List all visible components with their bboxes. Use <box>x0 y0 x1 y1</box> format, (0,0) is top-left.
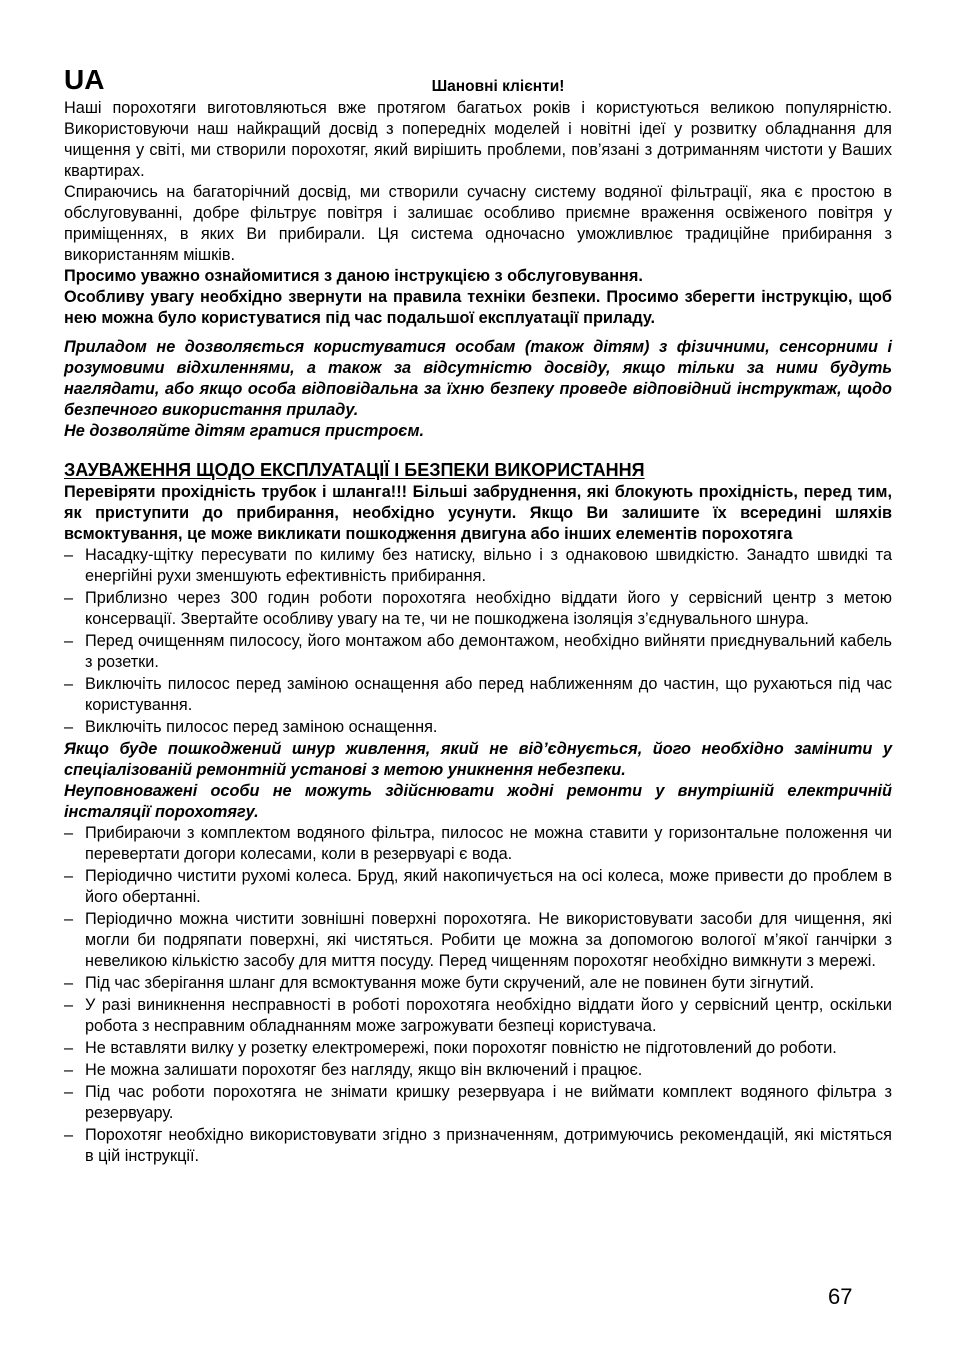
greeting-heading: Шановні клієнти! <box>431 78 565 95</box>
list-item <box>64 1060 892 1081</box>
list-item-text: Не можна залишати порохотяг без нагляду, якщо він включений і працює. <box>85 1061 643 1079</box>
list-item-text: Виключіть пилосос перед заміною оснащення або перед наближенням до частин, що рухаються під час користування. <box>85 675 892 714</box>
safety-list-2 <box>64 823 892 1167</box>
list-item <box>64 545 892 587</box>
list-item <box>64 995 892 1037</box>
read-instructions-note: Просимо уважно ознайомитися з даною інструкцією з обслуговування. <box>64 267 643 285</box>
damaged-cord-warning: Якщо буде пошкоджений шнур живлення, який не від’єднується, його необхідно замінити у спеціалізованій ремонтній установі з метою уникнення небезпеки. <box>64 740 892 779</box>
list-item-text: Періодично можна чистити зовнішні поверхні порохотяга. Не використовувати засоби для чищення, які могли би подряпати поверхні, які чистяться. Робити це можна за допомогою вологої м’якої ганчірки з невеликою кількістю засобу для миття посуду. Перед чищенням порохотяг необхідно вимкнути з мережі. <box>85 910 892 970</box>
list-item-text: Під час роботи порохотяга не знімати кришку резервуара і не виймати комплект водяного фільтра з резервуару. <box>85 1083 892 1122</box>
list-item <box>64 866 892 908</box>
safety-list-1 <box>64 545 892 738</box>
dash-bullet: – <box>64 718 74 736</box>
list-item <box>64 631 892 673</box>
dash-bullet: – <box>64 1126 74 1144</box>
intro-paragraph-2: Спираючись на багаторічний досвід, ми створили сучасну систему водяної фільтрації, яка є простою в обслуговуванні, добре фільтрує повітря і залишає особливо приємне враження освіженого повітря у приміщеннях, в яких Ви прибирали. Ця система одночасно уможливлює традиційне прибирання з використанням мішків. <box>64 183 892 264</box>
dash-bullet: – <box>64 589 74 607</box>
safety-attention-note: Особливу увагу необхідно звернути на правила техніки безпеки. Просимо зберегти інструкцію, щоб нею можна було користуватися під час подальшої експлуатації приладу. <box>64 288 892 327</box>
dash-bullet: – <box>64 1039 74 1057</box>
list-item-text: Перед очищенням пилососу, його монтажом або демонтажом, необхідно вийняти приєднувальний кабель з розетки. <box>85 632 892 671</box>
language-code: UA <box>64 64 105 95</box>
dash-bullet: – <box>64 824 74 842</box>
dash-bullet: – <box>64 910 74 928</box>
list-item <box>64 909 892 972</box>
dash-bullet: – <box>64 867 74 885</box>
list-item <box>64 823 892 865</box>
list-item <box>64 717 892 738</box>
hose-check-warning: Перевіряти прохідність трубок і шланга!!! Більші забруднення, які блокують прохідність, перед тим, як приступити до прибирання, необхідно усунути. Якщо Ви залишите їх всередині шляхів всмоктування, це може викликати пошкодження двигуна або інших елементів порохотяга <box>64 483 892 543</box>
dash-bullet: – <box>64 996 74 1014</box>
dash-bullet: – <box>64 1061 74 1079</box>
dash-bullet: – <box>64 1083 74 1101</box>
list-item-text: Прибираючи з комплектом водяного фільтра, пилосос не можна ставити у горизонтальне положення чи перевертати догори колесами, коли в резервуарі є вода. <box>85 824 892 863</box>
list-item-text: Насадку-щітку пересувати по килиму без натиску, вільно і з однаковою швидкістю. Занадто швидкі та енергійні рухи зменшують ефективність прибирання. <box>85 546 892 585</box>
list-item-text: У разі виникнення несправності в роботі порохотяга необхідно віддати його у сервісний центр, оскільки робота з несправним обладнанням може загрожувати безпеці користувача. <box>85 996 892 1035</box>
children-warning: Не дозволяйте дітям гратися пристроєм. <box>64 422 425 440</box>
restricted-users-warning: Приладом не дозволяється користуватися особам (також дітям) з фізичними, сенсорними і розумовими відхиленнями, а також за відсутністю досвіду, якщо тільки за ними будуть наглядати, або якщо особа відповідальна за їхню безпеку проведе відповідний інструктаж, щодо безпечного використання приладу. <box>64 338 892 419</box>
document-page <box>64 64 892 1168</box>
list-item <box>64 973 892 994</box>
list-item <box>64 1082 892 1124</box>
list-item <box>64 588 892 630</box>
list-item <box>64 1125 892 1167</box>
list-item-text: Порохотяг необхідно використовувати згідно з призначенням, дотримуючись рекомендацій, які містяться в цій інструкції. <box>85 1126 892 1165</box>
list-item <box>64 674 892 716</box>
list-item-text: Періодично чистити рухомі колеса. Бруд, який накопичується на осі колеса, може привести до проблем в його обертанні. <box>85 867 892 906</box>
dash-bullet: – <box>64 546 74 564</box>
dash-bullet: – <box>64 632 74 650</box>
list-item-text: Виключіть пилосос перед заміною оснащення. <box>85 718 438 736</box>
intro-paragraph-1: Наші порохотяги виготовляються вже протягом багатьох років і користуються великою популярністю. Використовуючи наш найкращий досвід з попередніх моделей і новітні ідеї у розвитку обладнання для чищення у світі, ми створили порохотяг, який вирішить проблеми, пов’язані з дотриманням чистоти у Ваших квартирах. <box>64 99 892 180</box>
list-item <box>64 1038 892 1059</box>
dash-bullet: – <box>64 675 74 693</box>
safety-section-heading: ЗАУВАЖЕННЯ ЩОДО ЕКСПЛУАТАЦІЇ І БЕЗПЕКИ ВИКОРИСТАННЯ <box>64 460 645 480</box>
list-item-text: Приблизно через 300 годин роботи порохотяга необхідно віддати його у сервісний центр з метою консервації. Звертайте особливу увагу на те, чи не пошкоджена ізоляція з’єднувального шнура. <box>85 589 892 628</box>
page-number: 67 <box>828 1284 853 1309</box>
list-item-text: Під час зберігання шланг для всмоктування може бути скручений, але не повинен бути зігнутий. <box>85 974 814 992</box>
unauthorized-repair-warning: Неуповноважені особи не можуть здійснювати жодні ремонти у внутрішній електричній інсталяції порохотягу. <box>64 782 892 821</box>
dash-bullet: – <box>64 974 74 992</box>
list-item-text: Не вставляти вилку у розетку електромережі, поки порохотяг повністю не підготовлений до роботи. <box>85 1039 837 1057</box>
